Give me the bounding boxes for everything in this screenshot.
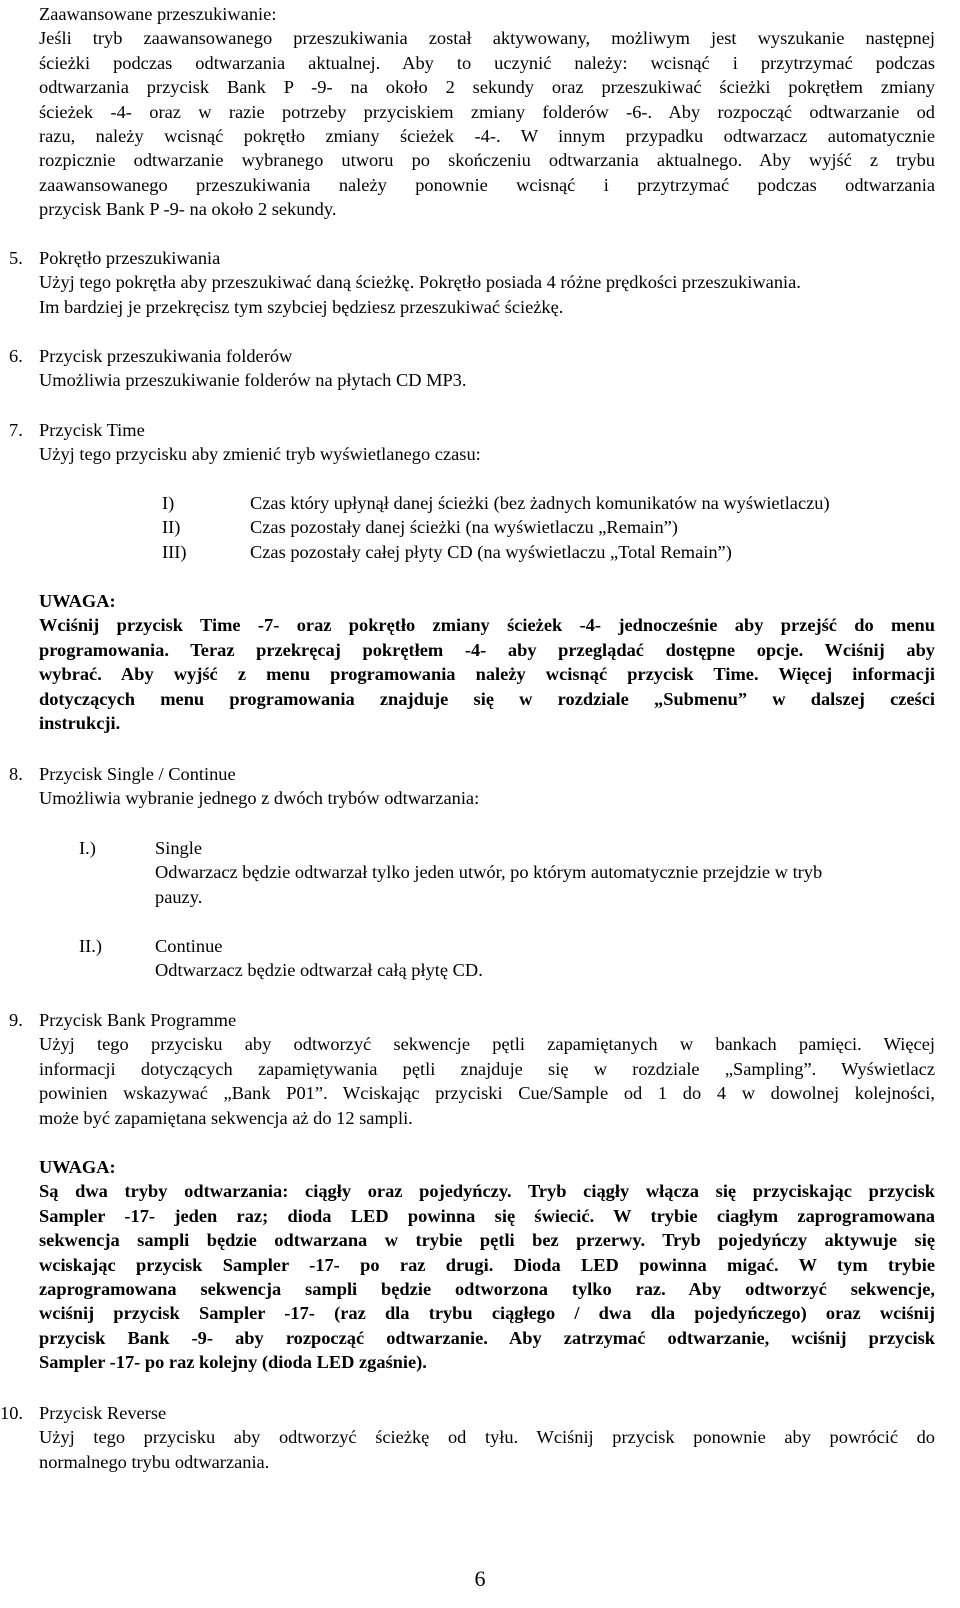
item-line: pauzy. [155,886,203,907]
note-line: wciśnij przycisk Sampler -17- (raz dla trybu ciągłego / dwa dla pojedyńczego) oraz wciśnij [39,1303,935,1324]
section-title: Pokrętło przeszukiwania [39,248,221,268]
section-line: może być zapamiętana sekwencja aż do 12 sampli. [39,1107,413,1128]
section-line: normalnego trybu odtwarzania. [39,1451,270,1472]
note-line: Są dwa tryby odtwarzania: ciągły oraz pojedyńczy. Tryb ciągły włącza się przyciskając przycisk [39,1181,935,1202]
list-item [39,491,935,515]
section-line: Użyj tego przycisku aby odtworzyć sekwencje pętli zapamiętanych w bankach pamięci. Więcej [39,1034,935,1055]
intro-line: przycisk Bank P -9- na około 2 sekundy. [39,199,337,220]
note-line: programowania. Teraz przekręcaj pokrętłem -4- aby przeglądać dostępne opcje. Wciśnij aby [39,639,935,660]
list-item [39,540,935,564]
intro-line: ścieżki podczas odtwarzania aktualnej. Aby to uczynić należy: wcisnąć i przytrzymać podczas [39,52,935,73]
intro-line: razu, należy wcisnąć pokrętło zmiany ścieżek -4-. W innym przypadku odtwarzacz automatycznie [39,126,935,147]
note-line: Wciśnij przycisk Time -7- oraz pokrętło zmiany ścieżek -4- jednocześnie aby przejść do menu [39,615,935,636]
section-title: Przycisk Single / Continue [39,764,236,784]
note-line: Sampler -17- jeden raz; dioda LED powinna się świecić. W trybie ciagłym zaprogramowana [39,1205,935,1226]
section-title: Przycisk Reverse [39,1403,167,1423]
intro-heading: Zaawansowane przeszukiwanie: [39,4,277,24]
note-block [39,1155,935,1375]
section-line: Im bardziej je przekręcisz tym szybciej będziesz przeszukiwać ścieżkę. [39,296,564,317]
note-line: wybrać. Aby wyjść z menu programowania należy wcisnąć przycisk Time. Więcej informacji [39,664,935,685]
note-line: zaprogramowana sekwencja sampli będzie odtworzona tylko raz. Aby odtworzyć sekwencje, [39,1279,935,1300]
section-line: informacji dotyczących zapamiętywania pętli znajduje się w rozdziale „Sampling”. Wyświetlacz [39,1058,935,1079]
section-7 [9,418,935,467]
note-label: UWAGA: [39,1157,116,1177]
section-number: 10. [0,1403,23,1423]
section-line: Użyj tego pokrętła aby przeszukiwać daną ścieżkę. Pokrętło posiada 4 różne prędkości przeszukiwania. [39,272,801,293]
section-line: powinien wskazywać „Bank P01”. Wciskając przyciski Cue/Sample od 1 do 4 w dowolnej kolejności, [39,1083,935,1104]
intro-line: Jeśli tryb zaawansowanego przeszukiwania został aktywowany, możliwym jest wyszukanie następnej [39,28,935,49]
section-number: 9. [9,1010,23,1030]
section-number: 6. [9,346,23,366]
intro-line: rozpicznie odtwarzanie wybranego utworu po skończeniu odtwarzania aktualnego. Aby wyjść z trybu [39,150,935,171]
section-number: 5. [9,248,23,268]
item-number: III) [162,541,187,562]
section-title: Przycisk Time [39,420,145,440]
note-line: Sampler -17- po raz kolejny (dioda LED zgaśnie). [39,1352,427,1373]
item-text: Czas pozostały całej płyty CD (na wyświetlaczu „Total Remain”) [250,541,732,562]
list-item [39,836,935,910]
note-line: wciskając przycisk Sampler -17- po raz drugi. Dioda LED powinna migać. W tym trybie [39,1254,935,1275]
section-line: Umożliwia przeszukiwanie folderów na płytach CD MP3. [39,370,467,391]
section-5 [9,246,935,319]
item-line: Odwarzacz będzie odtwarzał tylko jeden utwór, po którym automatycznie przejdzie w tryb [155,862,823,883]
item-title: Single [155,838,203,858]
note-line: instrukcji. [39,713,121,734]
section-title: Przycisk Bank Programme [39,1010,237,1030]
note-block [39,589,935,735]
intro-line: odtwarzania przycisk Bank P -9- na około 2 sekundy oraz przeszukiwać ścieżki pokrętłem zmiany [39,77,935,98]
section-number: 7. [9,420,23,440]
item-number: I) [162,493,175,513]
item-text: Czas który upłynął danej ścieżki (bez żadnych komunikatów na wyświetlaczu) [250,493,830,513]
intro-line: zaawansowanego przeszukiwania należy ponownie wcisnąć i przytrzymać podczas odtwarzania [39,174,935,195]
section-number: 8. [9,764,23,784]
item-number: II.) [79,936,102,956]
list-item [39,934,935,984]
section-6 [9,344,935,393]
section-line: Użyj tego przycisku aby zmienić tryb wyświetlanego czasu: [39,444,481,465]
section-title: Przycisk przeszukiwania folderów [39,346,293,366]
section-line: Użyj tego przycisku aby odtworzyć ścieżkę od tyłu. Wciśnij przycisk ponownie aby powrócić do [39,1427,935,1448]
item-number: II) [162,517,181,538]
item-number: I.) [79,838,96,858]
section-line: Umożliwia wybranie jednego z dwóch trybów odtwarzania: [39,788,480,809]
section-9 [9,1008,935,1130]
item-title: Continue [155,936,223,956]
section-8 [9,762,935,811]
note-line: dotyczących menu programowania znajduje się w rozdziale „Submenu” w dalszej cześci [39,688,935,709]
note-line: sekwencja sampli będzie odtwarzana w trybie pętli bez przerwy. Tryb pojedyńczy aktywuje się [39,1230,935,1251]
time-mode-list [39,491,935,564]
page-number: 6 [474,1566,486,1591]
playback-mode-list [39,836,935,984]
note-line: przycisk Bank -9- aby rozpocząć odtwarzanie. Aby zatrzymać odtwarzanie, wciśnij przycisk [39,1327,935,1348]
note-label: UWAGA: [39,591,116,611]
intro-line: ścieżek -4- oraz w razie potrzeby przyciskiem zmiany folderów -6-. Aby rozpocząć odtwarzanie od [39,101,935,122]
list-item [39,515,935,539]
item-text: Czas pozostały danej ścieżki (na wyświetlaczu „Remain”) [250,517,678,538]
section-10 [0,1401,935,1474]
intro-section [39,2,935,222]
item-line: Odtwarzacz będzie odtwarzał całą płytę CD. [155,960,483,981]
